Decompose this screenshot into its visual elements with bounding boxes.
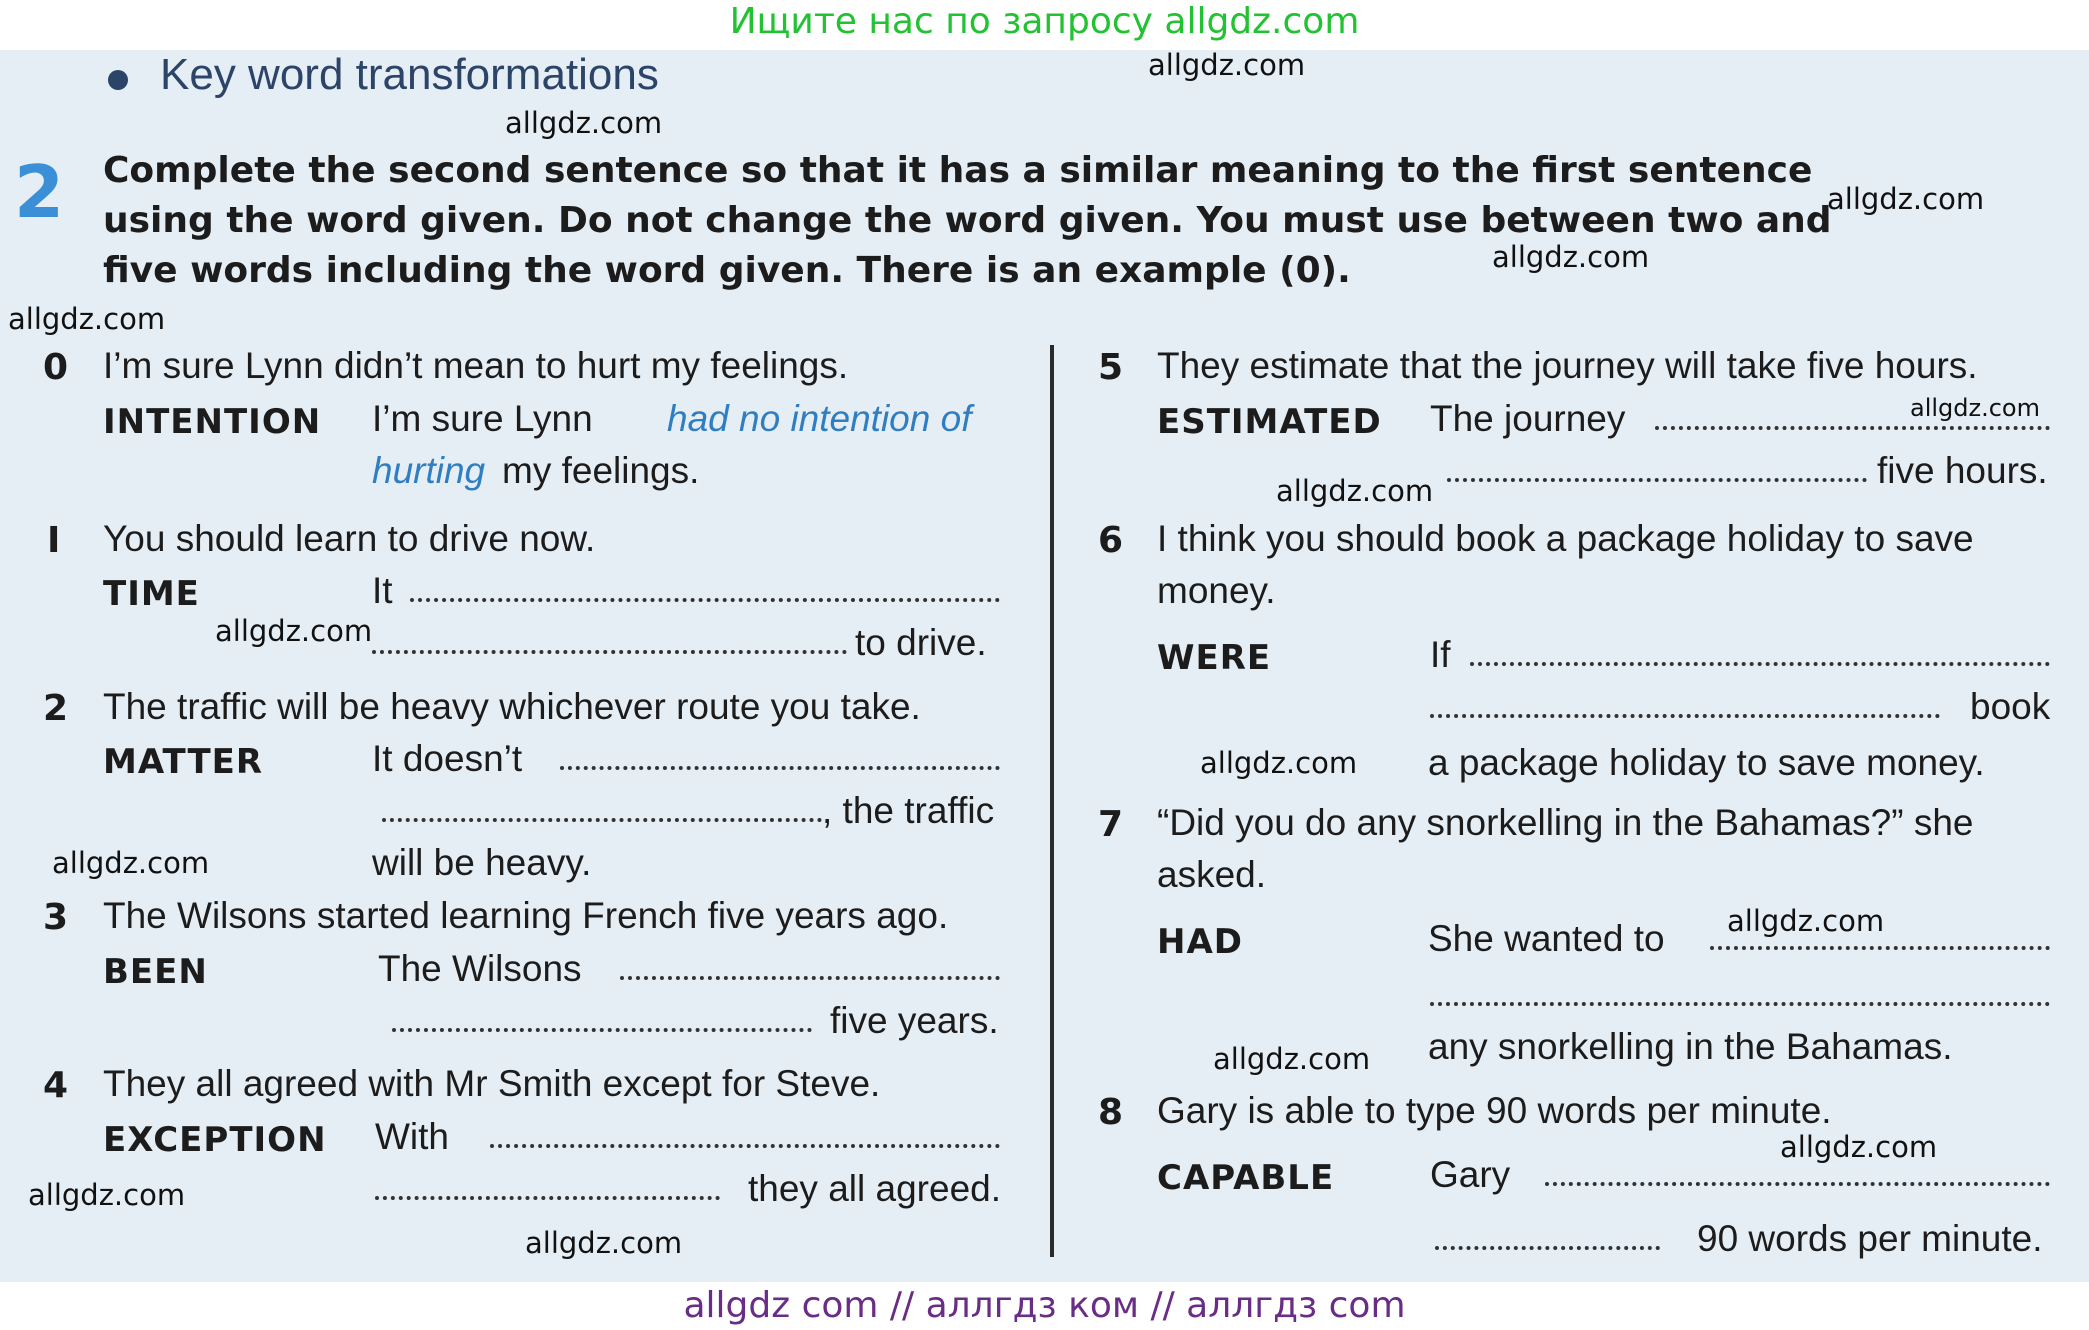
item-2-mid: , the traffic <box>822 790 995 831</box>
item-8-number: 8 <box>1098 1092 1124 1133</box>
item-6-sentence-a: I think you should book a package holiday to save <box>1157 518 1974 559</box>
watermark: allgdz.com <box>1727 904 1885 938</box>
answer-blank[interactable] <box>1447 478 1867 482</box>
item-0-answer-1: had no intention of <box>667 398 972 439</box>
answer-blank[interactable] <box>372 650 847 654</box>
item-8-keyword: CAPABLE <box>1157 1158 1335 1198</box>
answer-blank[interactable] <box>410 598 1000 602</box>
answer-blank[interactable] <box>1430 1002 2050 1006</box>
item-3-start: The Wilsons <box>378 948 582 989</box>
item-1-number: I <box>47 520 61 561</box>
item-3-keyword: BEEN <box>103 952 208 992</box>
item-2-start: It doesn’t <box>372 738 523 779</box>
item-2-end: will be heavy. <box>372 842 592 883</box>
item-2-sentence: The traffic will be heavy whichever route you take. <box>103 686 921 727</box>
answer-blank[interactable] <box>1435 1246 1660 1250</box>
instruction-line-3: five words including the word given. There is an example (0). <box>103 250 1351 291</box>
watermark: allgdz.com <box>1492 240 1650 274</box>
item-0-start: I’m sure Lynn <box>372 398 593 439</box>
item-4-end: they all agreed. <box>748 1168 1002 1209</box>
item-5-sentence: They estimate that the journey will take five hours. <box>1157 345 1978 386</box>
item-1-sentence: You should learn to drive now. <box>103 518 596 559</box>
item-2-keyword: MATTER <box>103 742 264 782</box>
item-6-start: If <box>1430 634 1451 675</box>
item-8-sentence: Gary is able to type 90 words per minute. <box>1157 1090 1832 1131</box>
item-4-sentence: They all agreed with Mr Smith except for Steve. <box>103 1063 881 1104</box>
answer-blank[interactable] <box>392 1028 812 1032</box>
item-7-end: any snorkelling in the Bahamas. <box>1428 1026 1953 1067</box>
item-5-start: The journey <box>1430 398 1626 439</box>
item-7-keyword: HAD <box>1157 922 1243 962</box>
item-4-keyword: EXCEPTION <box>103 1120 327 1160</box>
instruction-line-2: using the word given. Do not change the word given. You must use between two and <box>103 200 1832 241</box>
item-4-start: With <box>375 1116 449 1157</box>
item-1-end: to drive. <box>855 622 987 663</box>
watermark: allgdz.com <box>1148 48 1306 82</box>
item-1-start: It <box>372 570 393 611</box>
item-6-number: 6 <box>1098 520 1124 561</box>
item-8-end: 90 words per minute. <box>1697 1218 2043 1259</box>
item-3-number: 3 <box>43 897 69 938</box>
item-0-number: 0 <box>43 347 69 388</box>
item-3-sentence: The Wilsons started learning French five years ago. <box>103 895 949 936</box>
bullet-icon <box>108 70 128 90</box>
item-4-number: 4 <box>43 1065 69 1106</box>
item-3-end: five years. <box>830 1000 999 1041</box>
answer-blank[interactable] <box>1710 946 2050 950</box>
item-7-start: She wanted to <box>1428 918 1665 959</box>
watermark: allgdz.com <box>1910 394 2040 422</box>
answer-blank[interactable] <box>1430 714 1940 718</box>
answer-blank[interactable] <box>1655 426 2050 430</box>
item-0-keyword: INTENTION <box>103 402 322 442</box>
watermark: allgdz.com <box>215 614 373 648</box>
item-0-end: my feelings. <box>502 450 700 491</box>
item-8-start: Gary <box>1430 1154 1511 1195</box>
watermark: allgdz.com <box>1213 1042 1371 1076</box>
watermark: allgdz.com <box>8 302 166 336</box>
watermark: allgdz.com <box>505 106 663 140</box>
answer-blank[interactable] <box>1545 1182 2050 1186</box>
column-divider <box>1050 345 1054 1257</box>
item-7-sentence-b: asked. <box>1157 854 1267 895</box>
bottom-banner: allgdz com // аллгдз ком // аллгдз com <box>683 1285 1406 1326</box>
item-5-end: five hours. <box>1877 450 2048 491</box>
watermark: allgdz.com <box>1276 474 1434 508</box>
instruction-line-1: Complete the second sentence so that it has a similar meaning to the first sentence <box>103 150 1813 191</box>
item-5-number: 5 <box>1098 347 1124 388</box>
answer-blank[interactable] <box>560 766 1000 770</box>
watermark: allgdz.com <box>28 1178 186 1212</box>
item-7-number: 7 <box>1098 804 1124 845</box>
item-2-number: 2 <box>43 688 69 729</box>
item-6-sentence-b: money. <box>1157 570 1276 611</box>
answer-blank[interactable] <box>620 976 1000 980</box>
watermark: allgdz.com <box>1780 1130 1938 1164</box>
answer-blank[interactable] <box>375 1196 720 1200</box>
item-6-end: a package holiday to save money. <box>1428 742 1985 783</box>
item-7-sentence-a: “Did you do any snorkelling in the Bahamas?” she <box>1157 802 1974 843</box>
item-0-sentence: I’m sure Lynn didn’t mean to hurt my feelings. <box>103 345 849 386</box>
item-6-mid: book <box>1970 686 2051 727</box>
top-banner: Ищите нас по запросу allgdz.com <box>729 1 1360 42</box>
item-6-keyword: WERE <box>1157 638 1272 678</box>
watermark: allgdz.com <box>525 1226 683 1260</box>
watermark: allgdz.com <box>52 846 210 880</box>
answer-blank[interactable] <box>382 818 822 822</box>
exercise-number: 2 <box>14 150 65 234</box>
answer-blank[interactable] <box>490 1144 1000 1148</box>
answer-blank[interactable] <box>1470 662 2050 666</box>
watermark: allgdz.com <box>1200 746 1358 780</box>
section-title: Key word transformations <box>160 50 659 99</box>
item-1-keyword: TIME <box>103 574 200 614</box>
item-5-keyword: ESTIMATED <box>1157 402 1382 442</box>
watermark: allgdz.com <box>1827 182 1985 216</box>
item-0-answer-2: hurting <box>372 450 486 491</box>
